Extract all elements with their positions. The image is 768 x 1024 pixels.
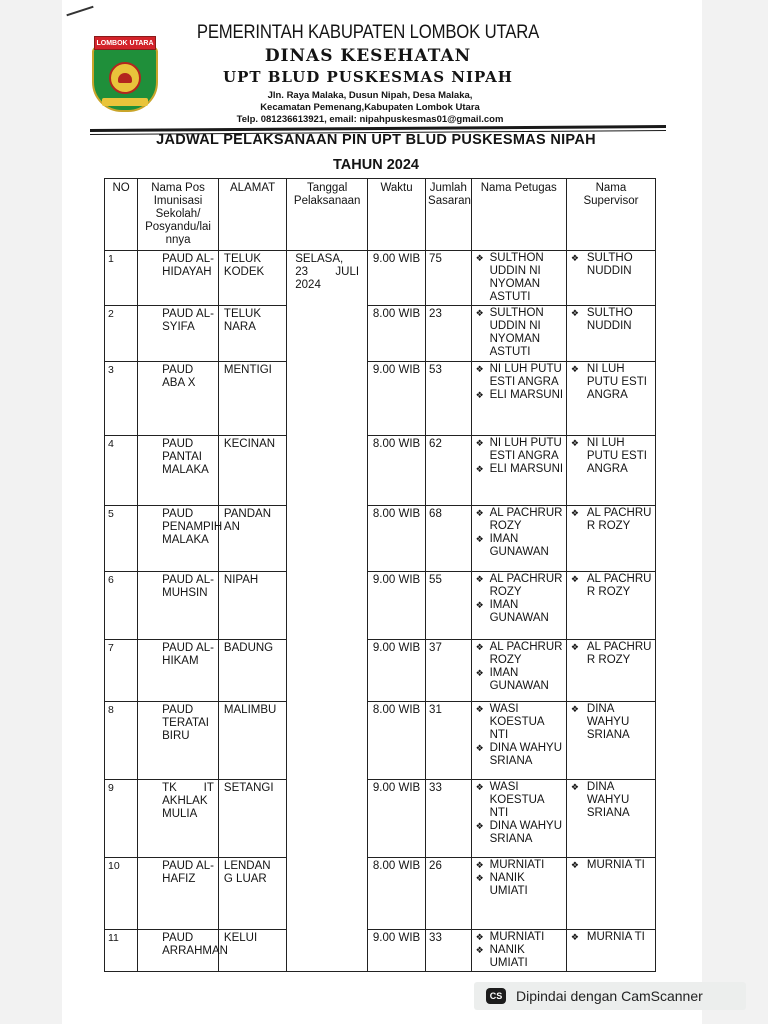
officer-list	[474, 307, 564, 359]
supervisor-name: ❖ AL PACHRU R ROZY	[569, 641, 653, 667]
row-number: 10	[105, 858, 138, 930]
supervisor-name: ❖ AL PACHRU R ROZY	[569, 507, 653, 533]
officer-name: ❖ ELI MARSUNI	[474, 389, 564, 402]
supervisor-list	[569, 573, 653, 599]
row-number: 5	[105, 506, 138, 572]
officer-name: ❖ WASI KOESTUA NTI	[474, 781, 564, 820]
time-cell: 9.00 WIB	[368, 640, 426, 702]
officers-cell	[471, 572, 566, 640]
time-cell: 9.00 WIB	[368, 930, 426, 972]
officer-list	[474, 931, 564, 970]
immunization-post: PAUD TERATAI BIRU	[138, 702, 219, 780]
officer-name: ❖ ELI MARSUNI	[474, 463, 564, 476]
document-year: TAHUN 2024	[333, 157, 419, 173]
camscanner-icon: CS	[486, 988, 506, 1004]
implementation-date: SELASA, 23 JULI 2024	[287, 251, 368, 972]
immunization-post: PAUD AL-MUHSIN	[138, 572, 219, 640]
officer-name: ❖ IMAN GUNAWAN	[474, 599, 564, 625]
officer-list	[474, 252, 564, 304]
officers-cell	[471, 362, 566, 436]
supervisor-name: ❖ NI LUH PUTU ESTI ANGRA	[569, 363, 653, 402]
time-cell: 8.00 WIB	[368, 858, 426, 930]
target-count: 55	[426, 572, 472, 640]
supervisor-cell	[566, 780, 655, 858]
post-address: MENTIGI	[218, 362, 286, 436]
time-cell: 8.00 WIB	[368, 506, 426, 572]
officer-name: ❖ MURNIATI	[474, 859, 564, 872]
officers-cell	[471, 780, 566, 858]
logo-ribbon	[102, 98, 148, 106]
camscanner-badge	[474, 982, 746, 1010]
supervisor-name: ❖ SULTHO NUDDIN	[569, 252, 653, 278]
post-address: TELUK NARA	[218, 306, 286, 362]
supervisor-cell	[566, 858, 655, 930]
supervisor-name: ❖ SULTHO NUDDIN	[569, 307, 653, 333]
supervisor-cell	[566, 436, 655, 506]
row-number: 11	[105, 930, 138, 972]
time-cell: 8.00 WIB	[368, 702, 426, 780]
officer-name: ❖ IMAN GUNAWAN	[474, 533, 564, 559]
officer-name: ❖ AL PACHRUR ROZY	[474, 573, 564, 599]
officer-name: ❖ AL PACHRUR ROZY	[474, 641, 564, 667]
time-cell: 9.00 WIB	[368, 362, 426, 436]
immunization-post: PAUD ARRAHMAN	[138, 930, 219, 972]
supervisor-list	[569, 307, 653, 333]
supervisor-cell	[566, 306, 655, 362]
row-number: 8	[105, 702, 138, 780]
supervisor-name: ❖ AL PACHRU R ROZY	[569, 573, 653, 599]
table-header-row	[105, 179, 656, 251]
officer-name: ❖ DINA WAHYU SRIANA	[474, 820, 564, 846]
header-pos: Nama Pos Imunisasi Sekolah/ Posyandu/lai nnya	[138, 179, 219, 251]
header-supervisor: Nama Supervisor	[566, 179, 655, 251]
row-number: 7	[105, 640, 138, 702]
immunization-post: PAUD AL-HIKAM	[138, 640, 219, 702]
government-name: PEMERINTAH KABUPATEN LOMBOK UTARA	[196, 22, 540, 43]
post-address: KELUI	[218, 930, 286, 972]
row-number: 6	[105, 572, 138, 640]
supervisor-cell	[566, 930, 655, 972]
table-row	[105, 702, 656, 780]
post-address: PANDAN AN	[218, 506, 286, 572]
officer-name: ❖ NI LUH PUTU ESTI ANGRA	[474, 437, 564, 463]
supervisor-name: ❖ DINA WAHYU SRIANA	[569, 703, 653, 742]
address-line: Jln. Raya Malaka, Dusun Nipah, Desa Malaka,	[267, 90, 473, 101]
supervisor-name: ❖ DINA WAHYU SRIANA	[569, 781, 653, 820]
supervisor-list	[569, 507, 653, 533]
agency-name: DINAS KESEHATAN	[264, 46, 472, 66]
post-address: BADUNG	[218, 640, 286, 702]
table-row	[105, 858, 656, 930]
row-number: 9	[105, 780, 138, 858]
officers-cell	[471, 436, 566, 506]
header-time: Waktu	[368, 179, 426, 251]
officers-cell	[471, 640, 566, 702]
post-address: KECINAN	[218, 436, 286, 506]
officer-list	[474, 507, 564, 559]
target-count: 75	[426, 251, 472, 306]
supervisor-list	[569, 931, 653, 944]
supervisor-list	[569, 641, 653, 667]
supervisor-cell	[566, 572, 655, 640]
supervisor-cell	[566, 702, 655, 780]
target-count: 37	[426, 640, 472, 702]
table-row	[105, 362, 656, 436]
immunization-post: PAUD AL-SYIFA	[138, 306, 219, 362]
row-number: 4	[105, 436, 138, 506]
supervisor-cell	[566, 362, 655, 436]
post-address: NIPAH	[218, 572, 286, 640]
immunization-post: PAUD AL-HAFIZ	[138, 858, 219, 930]
header-address: ALAMAT	[218, 179, 286, 251]
officer-name: ❖ MURNIATI	[474, 931, 564, 944]
post-address: TELUK KODEK	[218, 251, 286, 306]
post-address: LENDAN G LUAR	[218, 858, 286, 930]
supervisor-name: ❖ MURNIA TI	[569, 931, 653, 944]
immunization-post: PAUD PANTAI MALAKA	[138, 436, 219, 506]
post-address: MALIMBU	[218, 702, 286, 780]
header-no: NO	[105, 179, 138, 251]
post-address: SETANGI	[218, 780, 286, 858]
logo-emblem	[109, 62, 141, 94]
target-count: 33	[426, 930, 472, 972]
time-cell: 9.00 WIB	[368, 572, 426, 640]
row-number: 2	[105, 306, 138, 362]
officer-name: ❖ SULTHON UDDIN NI NYOMAN ASTUTI	[474, 307, 564, 359]
time-cell: 8.00 WIB	[368, 436, 426, 506]
schedule-table	[104, 178, 656, 972]
supervisor-name: ❖ MURNIA TI	[569, 859, 653, 872]
officers-cell	[471, 306, 566, 362]
immunization-post: PAUD PENAMPIH MALAKA	[138, 506, 219, 572]
officers-cell	[471, 702, 566, 780]
table-row	[105, 506, 656, 572]
row-number: 3	[105, 362, 138, 436]
officers-cell	[471, 506, 566, 572]
address-line: Kecamatan Pemenang,Kabupaten Lombok Utara	[260, 102, 480, 113]
time-cell: 9.00 WIB	[368, 780, 426, 858]
officers-cell	[471, 930, 566, 972]
officer-name: ❖ WASI KOESTUA NTI	[474, 703, 564, 742]
supervisor-name: ❖ NI LUH PUTU ESTI ANGRA	[569, 437, 653, 476]
target-count: 53	[426, 362, 472, 436]
officer-list	[474, 437, 564, 476]
officer-name: ❖ NANIK UMIATI	[474, 872, 564, 898]
officer-name: ❖ DINA WAHYU SRIANA	[474, 742, 564, 768]
officer-name: ❖ NANIK UMIATI	[474, 944, 564, 970]
officers-cell	[471, 251, 566, 306]
header-target-count: Jumlah Sasaran	[426, 179, 472, 251]
officer-name: ❖ IMAN GUNAWAN	[474, 667, 564, 693]
document-title: JADWAL PELAKSANAAN PIN UPT BLUD PUSKESMAS NIPAH	[156, 132, 596, 148]
time-cell: 9.00 WIB	[368, 251, 426, 306]
supervisor-cell	[566, 251, 655, 306]
officers-cell	[471, 858, 566, 930]
officer-name: ❖ AL PACHRUR ROZY	[474, 507, 564, 533]
table-row	[105, 640, 656, 702]
table-row	[105, 572, 656, 640]
supervisor-cell	[566, 640, 655, 702]
header-date: Tanggal Pelaksanaan	[287, 179, 368, 251]
supervisor-list	[569, 703, 653, 742]
time-cell: 8.00 WIB	[368, 306, 426, 362]
officer-name: ❖ SULTHON UDDIN NI NYOMAN ASTUTI	[474, 252, 564, 304]
target-count: 68	[426, 506, 472, 572]
supervisor-cell	[566, 506, 655, 572]
target-count: 31	[426, 702, 472, 780]
target-count: 23	[426, 306, 472, 362]
supervisor-list	[569, 363, 653, 402]
supervisor-list	[569, 252, 653, 278]
table-row	[105, 251, 656, 306]
camscanner-label: Dipindai dengan CamScanner	[516, 988, 703, 1004]
supervisor-list	[569, 437, 653, 476]
officer-list	[474, 573, 564, 625]
target-count: 62	[426, 436, 472, 506]
officer-list	[474, 641, 564, 693]
row-number: 1	[105, 251, 138, 306]
table-body	[105, 251, 656, 972]
officer-name: ❖ NI LUH PUTU ESTI ANGRA	[474, 363, 564, 389]
immunization-post: PAUD ABA X	[138, 362, 219, 436]
contact-line: Telp. 081236613921, email: nipahpuskesmas01@gmail.com	[236, 114, 504, 125]
table-row	[105, 780, 656, 858]
officer-list	[474, 859, 564, 898]
supervisor-list	[569, 859, 653, 872]
target-count: 33	[426, 780, 472, 858]
logo-banner: LOMBOK UTARA	[94, 36, 156, 50]
table-row	[105, 930, 656, 972]
immunization-post: TK IT AKHLAK MULIA	[138, 780, 219, 858]
target-count: 26	[426, 858, 472, 930]
officer-list	[474, 781, 564, 846]
header-officers: Nama Petugas	[471, 179, 566, 251]
regency-logo	[92, 36, 158, 112]
immunization-post: PAUD AL-HIDAYAH	[138, 251, 219, 306]
unit-name: UPT BLUD PUSKESMAS NIPAH	[223, 68, 513, 86]
officer-list	[474, 703, 564, 768]
supervisor-list	[569, 781, 653, 820]
officer-list	[474, 363, 564, 402]
table-row	[105, 436, 656, 506]
table-row	[105, 306, 656, 362]
